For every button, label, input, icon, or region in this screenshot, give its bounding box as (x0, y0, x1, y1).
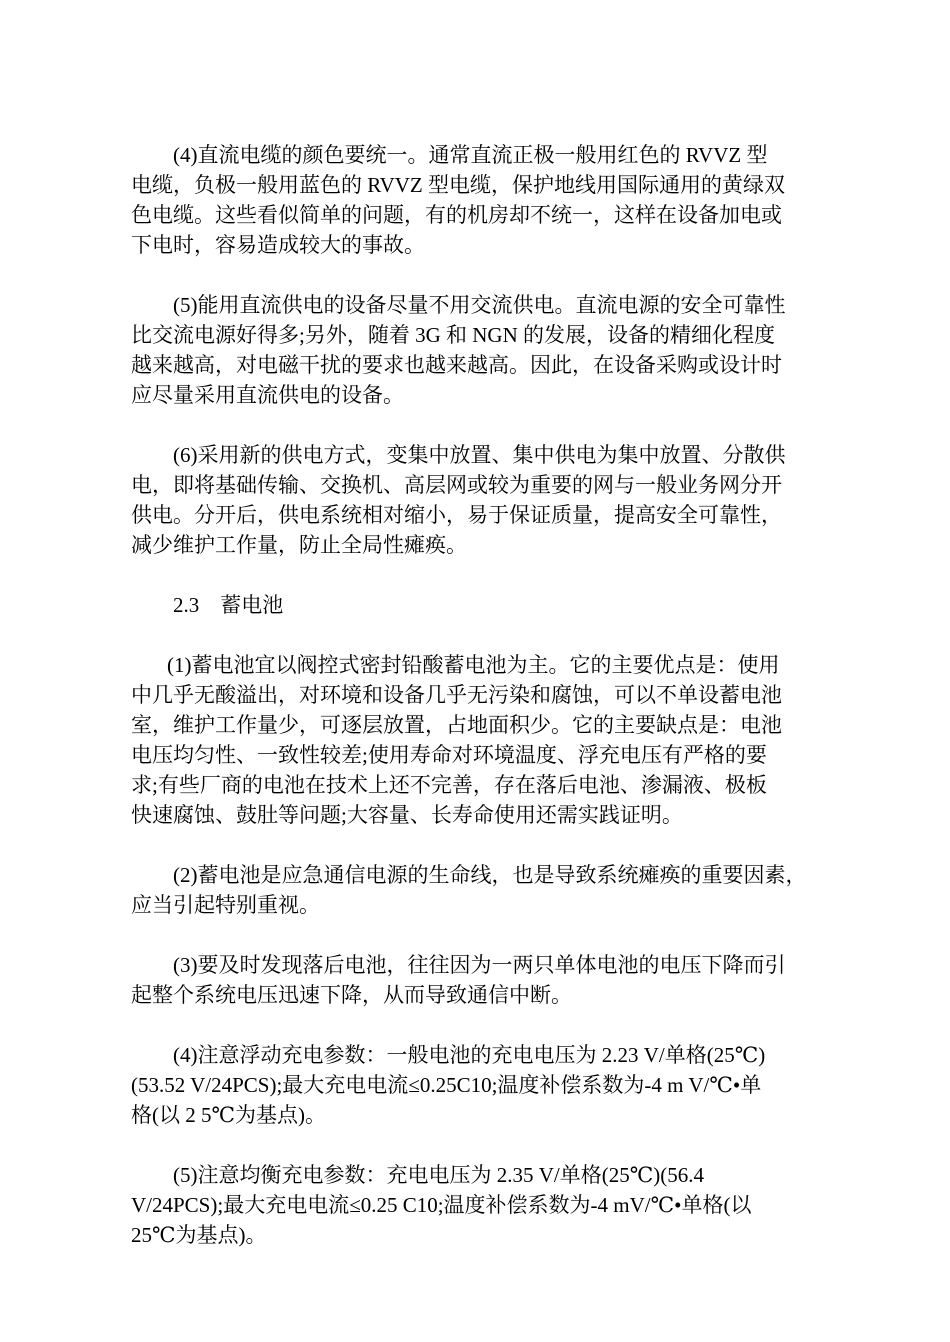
text-line: 求;有些厂商的电池在技术上还不完善，存在落后电池、渗漏液、极板 (131, 773, 767, 797)
text-line: (1)蓄电池宜以阀控式密封铅酸蓄电池为主。它的主要优点是：使用 (167, 653, 780, 677)
text-line: 色电缆。这些看似简单的问题，有的机房却不统一，这样在设备加电或 (131, 203, 782, 227)
text-line: 25℃为基点)。 (131, 1223, 267, 1247)
document-body (131, 140, 836, 1280)
section-heading: 2.3 蓄电池 (173, 593, 284, 617)
text-line: (4)注意浮动充电参数：一般电池的充电电压为 2.23 V/单格(25℃) (173, 1043, 766, 1067)
text-line: 中几乎无酸溢出，对环境和设备几乎无污染和腐蚀，可以不单设蓄电池 (131, 683, 782, 707)
text-line: (6)采用新的供电方式，变集中放置、集中供电为集中放置、分散供 (173, 443, 786, 467)
text-line: 减少维护工作量，防止全局性瘫痪。 (131, 533, 467, 557)
text-line: 室，维护工作量少，可逐层放置，占地面积少。它的主要缺点是：电池 (131, 713, 782, 737)
paragraph-dc-power-preference (131, 290, 836, 410)
text-line: (2)蓄电池是应急通信电源的生命线，也是导致系统瘫痪的重要因素， (173, 863, 807, 887)
text-line: 电压均匀性、一致性较差;使用寿命对环境温度、浮充电压有严格的要 (131, 743, 767, 767)
text-line: 电，即将基础传输、交换机、高层网或较为重要的网与一般业务网分开 (131, 473, 782, 497)
text-line: 越来越高，对电磁干扰的要求也越来越高。因此，在设备采购或设计时 (131, 353, 782, 377)
text-line: (53.52 V/24PCS);最大充电电流≤0.25C10;温度补偿系数为-4 m V/℃•单 (131, 1073, 762, 1097)
text-line: 下电时，容易造成较大的事故。 (131, 233, 425, 257)
text-line: (4)直流电缆的颜色要统一。通常直流正极一般用红色的 RVVZ 型 (173, 143, 768, 167)
paragraph-equalize-charge (131, 1160, 836, 1250)
text-line: (3)要及时发现落后电池，往往因为一两只单体电池的电压下降而引 (173, 953, 786, 977)
paragraph-dc-cable-color (131, 140, 836, 260)
text-line: (5)注意均衡充电参数：充电电压为 2.35 V/单格(25℃)(56.4 (173, 1163, 704, 1187)
text-line: 比交流电源好得多;另外，随着 3G 和 NGN 的发展，设备的精细化程度 (131, 323, 775, 347)
paragraph-battery-lifeline (131, 860, 836, 920)
paragraph-battery-type (131, 650, 836, 830)
paragraph-float-charge (131, 1040, 836, 1130)
text-line: 电缆，负极一般用蓝色的 RVVZ 型电缆，保护地线用国际通用的黄绿双 (131, 173, 785, 197)
paragraph-new-power-supply (131, 440, 836, 560)
text-line: 起整个系统电压迅速下降，从而导致通信中断。 (131, 983, 572, 1007)
text-line: 格(以 2 5℃为基点)。 (131, 1103, 326, 1127)
text-line: 应当引起特别重视。 (131, 893, 320, 917)
paragraph-lagging-battery (131, 950, 836, 1010)
text-line: 应尽量采用直流供电的设备。 (131, 383, 404, 407)
text-line: 供电。分开后，供电系统相对缩小，易于保证质量，提高安全可靠性， (131, 503, 782, 527)
text-line: V/24PCS);最大充电电流≤0.25 C10;温度补偿系数为-4 mV/℃•单格(以 (131, 1193, 752, 1217)
text-line: 快速腐蚀、鼓肚等问题;大容量、长寿命使用还需实践证明。 (131, 803, 683, 827)
text-line: (5)能用直流供电的设备尽量不用交流供电。直流电源的安全可靠性 (173, 293, 786, 317)
